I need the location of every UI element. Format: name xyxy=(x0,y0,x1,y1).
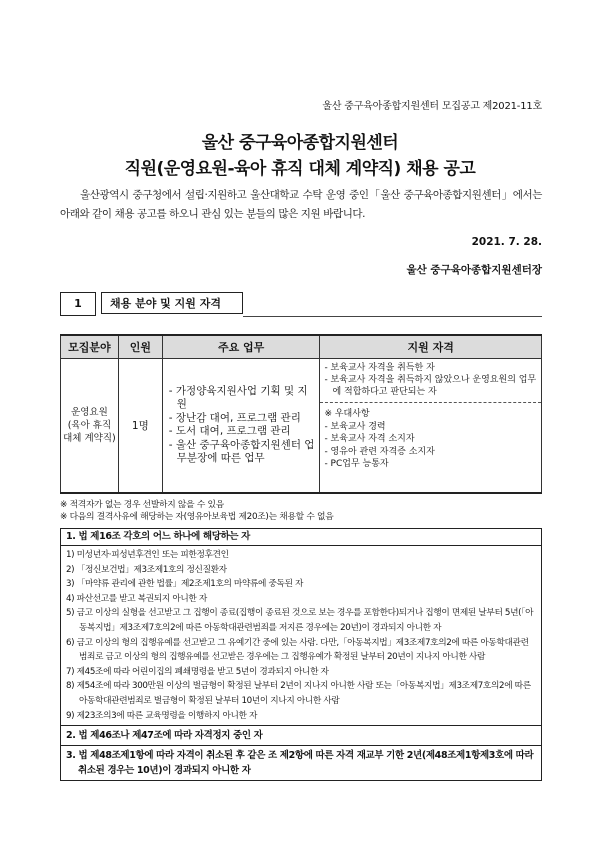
preferred-qualifications xyxy=(320,403,541,477)
required-qualifications xyxy=(320,359,541,403)
count-cell: 1명 xyxy=(118,359,162,493)
col-header-duties: 주요 업무 xyxy=(162,335,320,359)
col-header-field: 모집분야 xyxy=(61,335,119,359)
section-divider xyxy=(243,316,542,317)
notice-date: 2021. 7. 28. xyxy=(471,236,542,248)
list-item: 5) 금고 이상의 실형을 선고받고 그 집행이 종료(집행이 종료된 것으로 보는 경우를 포함한다)되거나 집행이 면제된 날부터 5년(「아동복지법」제3조제7호의2에 따른 아동학대관련범죄를 저지른 경우에는 20년)이 경과되지 아니한 자 xyxy=(66,608,534,633)
list-item: 3) 「마약류 관리에 관한 법률」제2조제1호의 마약류에 중독된 자 xyxy=(66,579,304,590)
list-item: 6) 금고 이상의 형의 집행유예를 선고받고 그 유예기간 중에 있는 사람. 다만,「아동복지법」제3조제7호의2에 따른 아동학대관련범죄로 금고 이상의 형의 집행유예를 선고받은 경우에는 그 집행유예가 확정된 날부터 20년이 지나지 아니한 사람 xyxy=(66,637,529,663)
qualifications-cell xyxy=(320,359,542,493)
disqualification-head: 1. 법 제16조 각호의 어느 하나에 해당하는 자 xyxy=(61,529,541,546)
preference-item: - 영유아 관련 자격증 소지자 xyxy=(324,446,435,457)
preference-title: ※ 우대사항 xyxy=(324,409,370,419)
notes xyxy=(60,499,542,523)
col-header-qualifications: 지원 자격 xyxy=(320,335,542,359)
issuer: 울산 중구육아종합지원센터장 xyxy=(406,264,542,276)
qualification-item: - 보육교사 자격을 취득하지 않았으나 운영요원의 업무에 적합하다고 판단되는 자 xyxy=(324,375,537,397)
duty-item: - 울산 중구육아종합지원센터 업무분장에 따른 업무 xyxy=(168,438,315,465)
field-line: 운영요원 xyxy=(71,406,108,418)
intro-paragraph: 울산광역시 중구청에서 설립·지원하고 울산대학교 수탁 운영 중인「울산 중구육아종합지원센터」에서는 아래와 같이 채용 공고를 하오니 관심 있는 분들의 많은 지원 바랍니다. xyxy=(60,189,542,220)
recruitment-table xyxy=(60,334,542,494)
disqualification-list xyxy=(61,546,541,726)
section-title: 채용 분야 및 지원 자격 xyxy=(101,292,243,314)
list-item: 7) 제45조에 따라 어린이집의 폐쇄명령을 받고 5년이 경과되지 아니한 자 xyxy=(66,666,329,677)
duty-item: - 장난감 대여, 프로그램 관리 xyxy=(168,411,301,424)
note-item: ※ 다음의 결격사유에 해당하는 자(영유아보육법 제20조)는 채용할 수 없음 xyxy=(60,512,334,522)
preference-item: - 보육교사 자격 소지자 xyxy=(324,434,415,444)
notice-number: 울산 중구육아종합지원센터 모집공고 제2021-11호 xyxy=(322,101,542,112)
page-title: 울산 중구육아종합지원센터 xyxy=(201,133,399,153)
field-line: (육아 휴직 xyxy=(67,419,112,431)
list-item: 2) 「정신보건법」제3조제1호의 정신질환자 xyxy=(66,564,227,575)
field-cell xyxy=(61,359,119,493)
list-item: 9) 제23조의3에 따른 교육명령을 이행하지 아니한 자 xyxy=(66,710,258,721)
list-item: 4) 파산선고를 받고 복권되지 아니한 자 xyxy=(66,593,207,604)
duty-item: - 가정양육지원사업 기획 및 지원 xyxy=(168,384,308,411)
list-item: 1) 미성년자·피성년후견인 또는 피한정후견인 xyxy=(66,550,229,560)
table-row xyxy=(61,359,542,493)
page-subtitle: 직원(운영요원-육아 휴직 대체 계약직) 채용 공고 xyxy=(124,159,476,179)
duty-item: - 도서 대여, 프로그램 관리 xyxy=(168,425,291,438)
duties-cell xyxy=(162,359,320,493)
disqualification-item-3: 3. 법 제48조제1항에 따라 자격이 취소된 후 같은 조 제2항에 따른 자격 재교부 기한 2년(제48조제1항제3호에 따라 취소된 경우는 10년)이 경과되지 아니한 자 xyxy=(66,750,534,777)
field-line: 대체 계약직) xyxy=(63,432,116,444)
col-header-count: 인원 xyxy=(118,335,162,359)
list-item: 8) 제54조에 따라 300만원 이상의 벌금형이 확정된 날부터 2년이 지나지 아니한 사람 또는「아동복지법」제3조제7호의2에 따른 아동학대관련범죄로 벌금형이 확정된 날부터 10년이 지나지 아니한 사람 xyxy=(66,681,531,706)
preference-item: - PC업무 능통자 xyxy=(324,459,389,469)
section-number: 1 xyxy=(60,292,96,316)
preference-item: - 보육교사 경력 xyxy=(324,421,386,432)
disqualification-box xyxy=(60,528,542,781)
disqualification-item-2: 2. 법 제46조나 제47조에 따라 자격정지 중인 자 xyxy=(61,726,541,746)
table-header-row xyxy=(61,335,542,359)
note-item: ※ 적격자가 없는 경우 선발하지 않을 수 있음 xyxy=(60,500,224,510)
qualification-item: - 보육교사 자격을 취득한 자 xyxy=(324,363,435,373)
